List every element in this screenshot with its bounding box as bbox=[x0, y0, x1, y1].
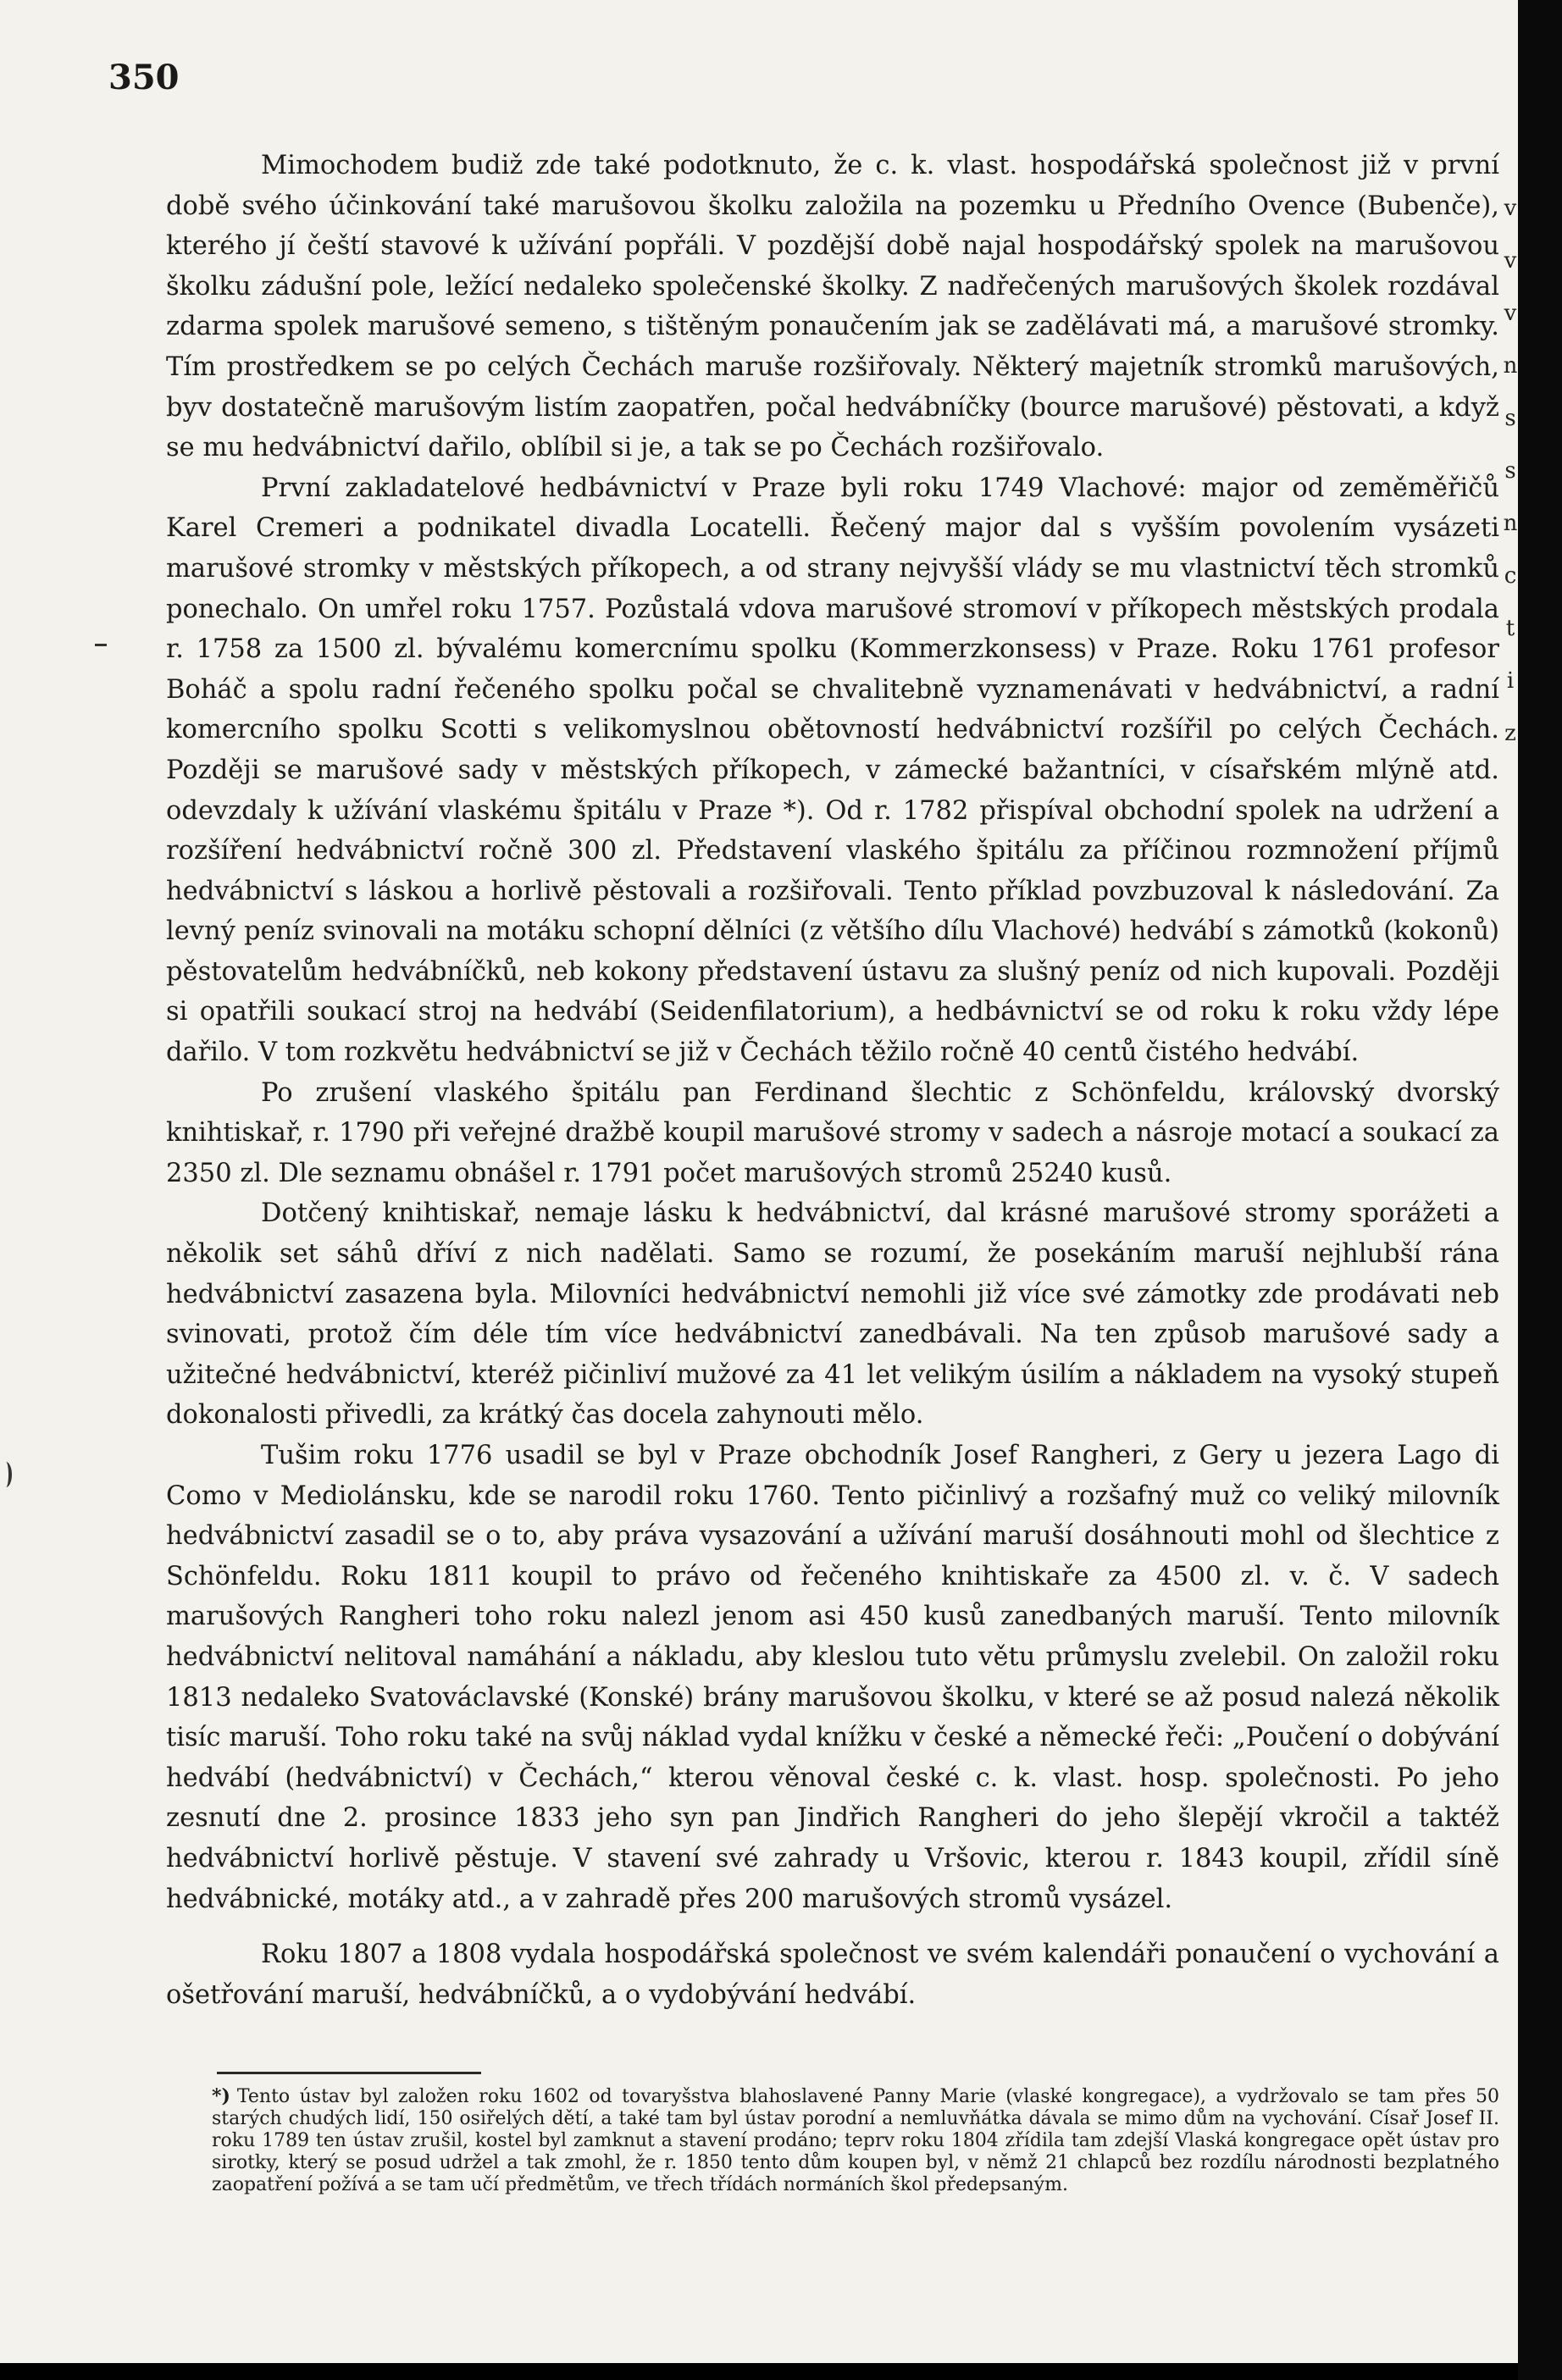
paragraph-3: Po zrušení vlaského špitálu pan Ferdinand šlechtic z Schönfeldu, královský dvorský knihtiskař, r. 1790 při veřejné dražbě koupil marušové stromy v sadech a násroje motací a soukací za 2350 zl. Dle seznamu obnášel r. 1791 počet marušových stromů 25240 kusů. bbox=[166, 1077, 1499, 1188]
margin-bracket bbox=[0, 1462, 12, 1487]
body-text bbox=[166, 146, 1499, 2015]
footnote-mark: *) bbox=[212, 2085, 230, 2107]
page-number: 350 bbox=[108, 58, 180, 97]
edge-letter: i bbox=[1506, 668, 1515, 694]
paragraph-5: Tušim roku 1776 usadil se byl v Praze obchodník Josef Rangheri, z Gery u jezera Lago di Como v Mediolánsku, kde se narodil roku 1760. Tento pičinlivý a rozšafný muž co veliký milovník hedvábnictví zasadil se o to, aby práva vysazování a užívání maruší dosáhnouti mohl od šlechtice z Schönfeldu. Roku 1811 koupil to právo od řečeného knihtiskaře za 4500 zl. v. č. V sadech marušových Rangheri toho roku nalezl jenom asi 450 kusů zanedbaných maruší. Tento milovník hedvábnictví nelitoval namáhání a nákladu, aby kleslou tuto větu průmyslu zvelebil. On založil roku 1813 nedaleko Svatováclavské (Konské) brány marušovou školku, v které se až posud nalezá několik tisíc maruší. Toho roku také na svůj náklad vydal knížku v české a německé řeči: „Poučení o dobývání hedvábí (hedvábnictví) v Čechách,“ kterou věnoval české c. k. vlast. hosp. společnosti. Po jeho zesnutí dne 2. prosince 1833 jeho syn pan Jindřich Rangheri do jeho šlepějí vkročil a taktéž hedvábnictví horlivě pěstuje. V stavení své zahrady u Vršovic, kterou r. 1843 koupil, zřídil síně hedvábnické, motáky atd., a v zahradě přes 200 marušových stromů vysázel. bbox=[166, 1441, 1499, 1914]
edge-letter: t bbox=[1505, 616, 1515, 641]
edge-letter: z bbox=[1504, 721, 1516, 746]
edge-letter: v bbox=[1504, 196, 1517, 221]
edge-letter: c bbox=[1504, 563, 1517, 589]
paragraph-2: První zakladatelové hedbávnictví v Praze byli roku 1749 Vlachové: major od zeměměřičů Karel Cremeri a podnikatel divadla Locatelli. Řečený major dal s vyšším povolením vysázeti marušové stromky v městských příkopech, a od strany nejvyšší vlády se mu vlastnictví těch stromků ponechalo. On umřel roku 1757. Pozůstalá vdova marušové stromoví v příkopech městských prodala r. 1758 za 1500 zl. bývalému komercnímu spolku (Kommerzkonsess) v Praze. Roku 1761 profesor Boháč a spolu radní řečeného spolku počal se chvalitebně vyznamenávati v hedvábnictví, a radní komercního spolku Scotti s velikomyslnou obětovností hedvábnictví rozšířil po celých Čechách. Později se marušové sady v městských příkopech, v zámecké bažantníci, v císařském mlýně atd. odevzdaly k užívání vlaskému špitálu v Praze *). Od r. 1782 přispíval obchodní spolek na udržení a rozšíření hedvábnictví ročně 300 zl. Představení vlaského špitálu za příčinou rozmnožení příjmů hedvábnictví s láskou a horlivě pěstovali a rozšiřovali. Tento příklad povzbuzoval k následování. Za levný peníz svinovali na motáku schopní dělníci (z většího dílu Vlachové) hedvábí s zámotků (kokonů) pěstovatelům hedvábníčků, neb kokony představení ústavu za slušný peníz od nich kupovali. Později si opatřili soukací stroj na hedvábí (Seidenfilatorium), a hedbávnictví se od roku k roku vždy lépe dařilo. V tom rozkvětu hedvábnictví se již v Čechách těžilo ročně 40 centů čistého hedvábí. bbox=[166, 473, 1499, 1068]
paragraph-4: Dotčený knihtiskař, nemaje lásku k hedvábnictví, dal krásné marušové stromy sporážeti a několik set sáhů dříví z nich nadělati. Samo se rozumí, že posekáním maruší nejhlubší rána hedvábnictví zasazena byla. Milovníci hedvábnictví nemohli již více své zámotky zde prodávati neb svinovati, protož čím déle tím více hedvábnictví zanedbávali. Na ten způsob marušové sady a užitečné hedvábnictví, kteréž pičinliví mužové za 41 let velikým úsilím a nákladem na vysoký stupeň dokonalosti přivedli, za krátký čas docela zahynouti mělo. bbox=[166, 1198, 1499, 1431]
edge-letter: v bbox=[1504, 301, 1517, 326]
edge-letter: v bbox=[1504, 248, 1517, 274]
footnote bbox=[212, 2085, 1499, 2196]
paragraph-1: Mimochodem budiž zde také podotknuto, že c. k. vlast. hospodářská společnost již v první době svého účinkování také marušovou školku založila na pozemku u Předního Ovence (Bubenče), kterého jí čeští stavové k užívání popřáli. V pozdější době najal hospodářský spolek na marušovou školku zádušní pole, ležící nedaleko společenské školky. Z nadřečených marušových školek rozdával zdarma spolek marušové semeno, s tištěným ponaučením jak se zadělávati má, a marušové stromky. Tím prostředkem se po celých Čechách maruše rozšiřovaly. Některý majetník stromků marušových, byv dostatečně marušovým listím zaopatřen, počal hedvábníčky (bource marušové) pěstovati, a když se mu hedvábnictví dařilo, oblíbil si je, a tak se po Čechách rozšiřovalo. bbox=[166, 151, 1499, 463]
footnote-text: Tento ústav byl založen roku 1602 od tovaryšstva blahoslavené Panny Marie (vlaské kongregace), a vydržovalo se tam přes 50 starých chudých lidí, 150 osiřelých dětí, a také tam byl ústav porodní a nemluvňátka dávala se mimo dům na vychování. Císař Josef II. roku 1789 ten ústav zrušil, kostel byl zamknut a stavení prodáno; teprv roku 1804 zřídila tam zdejší Vlaská kongregace opět ústav pro sirotky, který se posud udržel a tak zmohl, že r. 1850 tento dům koupen byl, v němž 21 chlapců bez rozdílu národnosti bezplatného zaopatření požívá a se tam učí předmětům, ve třech třídách normáních škol předepsaným. bbox=[212, 2086, 1499, 2195]
edge-letter: s bbox=[1504, 406, 1516, 431]
edge-letter: n bbox=[1503, 511, 1518, 536]
footnote-divider bbox=[217, 2072, 481, 2074]
edge-letter: n bbox=[1503, 353, 1518, 379]
scan-border bbox=[1518, 0, 1562, 2380]
margin-dash bbox=[95, 644, 107, 646]
edge-letter: s bbox=[1504, 458, 1516, 484]
paragraph-6: Roku 1807 a 1808 vydala hospodářská společnost ve svém kalendáři ponaučení o vychování a ošetřování maruší, hedvábníčků, a o vydobývání hedvábí. bbox=[166, 1940, 1499, 2010]
